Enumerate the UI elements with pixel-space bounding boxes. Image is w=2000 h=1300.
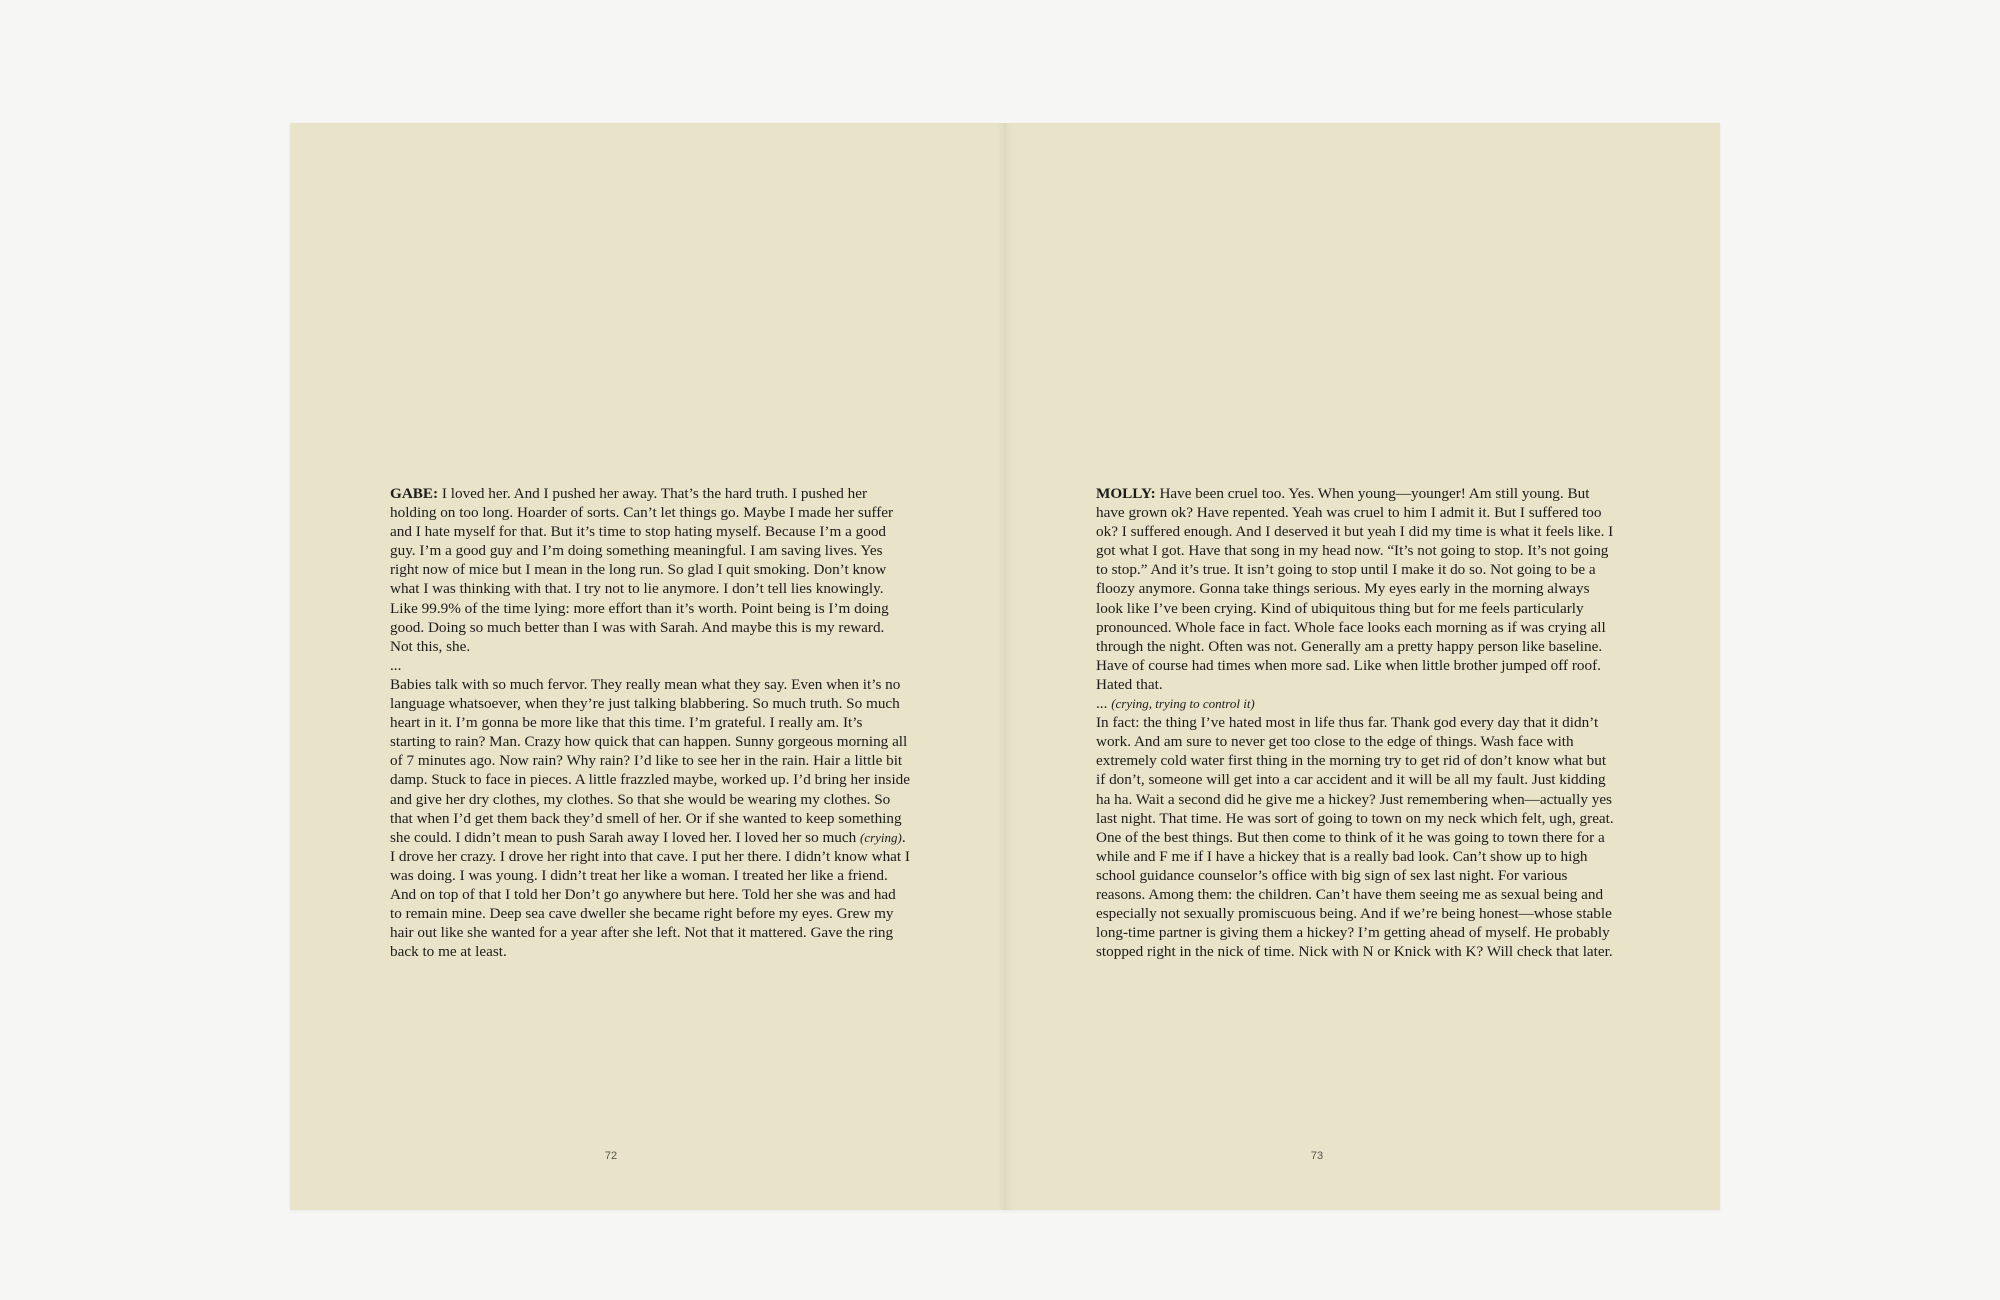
gabe-monologue-paragraph-2 xyxy=(390,675,910,961)
gabe-text-2b: . I drove her crazy. I drove her right into that cave. I put her there. I didn’t know what I was doing. I was young. I didn’t treat her like a woman. I treated her like a friend. And on top of that I told her Don’t go anywhere but here. Told her she was and had to remain mine. Deep sea cave dweller she became right before my eyes. Grew my hair out like she wanted for a year after she left. Not that it mattered. Gave the ring back to me at least. xyxy=(390,828,910,961)
left-page xyxy=(290,123,1005,1210)
speaker-molly: MOLLY: xyxy=(1096,485,1156,502)
stage-direction-crying: (crying) xyxy=(860,829,902,845)
gabe-text-2a: Babies talk with so much fervor. They really mean what they say. Even when it’s no language whatsoever, when they’re just talking blabbering. So much truth. So much heart in it. I’m gonna be more like that this time. I’m grateful. I really am. It’s starting to rain? Man. Crazy how quick that can happen. Sunny gorgeous morning all of 7 minutes ago. Now rain? Why rain? I’d like to see her in the rain. Hair a little bit damp. Stuck to face in pieces. A little frazzled maybe, worked up. I’d bring her inside and give her dry clothes, my clothes. So that she would be wearing my clothes. So that when I’d get them back they’d smell of her. Or if she wanted to keep something she could. I didn’t mean to push Sarah away I loved her. I loved her so much xyxy=(390,675,911,846)
molly-monologue-paragraph-2: In fact: the thing I’ve hated most in life thus far. Thank god every day that it didn’t work. And am sure to never get too close to the edge of things. Wash face with extremely cold water first thing in the morning try to get rid of don’t know what but if don’t, someone will get into a car accident and it will be all my fault. Just kidding ha ha. Wait a second did he give me a hickey? Just remembering when—actually yes last night. That time. He was sort of going to town on my neck which felt, ugh, great. One of the best things. But then come to think of it he was going to town there for a while and F me if I have a hickey that is a really bad look. Can’t show up to high school guidance counselor’s office with big sign of sex last night. For various reasons. Among them: the children. Can’t have them seeing me as sexual being and especially not sexually promiscuous being. And if we’re being honest—whose stable long-time partner is giving them a hickey? I’m getting ahead of myself. He probably stopped right in the nick of time. Nick with N or Knick with K? Will check that later. xyxy=(1096,714,1614,961)
right-ellipsis: ... xyxy=(1096,695,1108,713)
molly-monologue-paragraph-1 xyxy=(1096,484,1616,694)
speaker-gabe: GABE: xyxy=(390,485,439,502)
right-page xyxy=(1005,123,1720,1210)
right-stage-line xyxy=(1096,694,1616,713)
gabe-text-1: I loved her. And I pushed her away. That’s the hard truth. I pushed her holding on too long. Hoarder of sorts. Can’t let things go. Maybe I made her suffer and I hate myself for that. But it’s time to stop hating myself. Because I’m a good guy. I’m a good guy and I’m doing something meaningful. I am saving lives. Yes right now of mice but I mean in the long run. So glad I quit smoking. Don’t know what I was thinking with that. I try not to lie anymore. I don’t tell lies knowingly. Like 99.9% of the time lying: more effort than it’s worth. Point being is I’m doing good. Doing so much better than I was with Sarah. And maybe this is my reward. Not this, she. xyxy=(390,485,894,655)
gabe-monologue-paragraph-1 xyxy=(390,484,910,656)
page-number-right: 73 xyxy=(1310,1150,1324,1162)
molly-text-1: Have been cruel too. Yes. When young—younger! Am still young. But have grown ok? Have repented. Yeah was cruel to him I admit it. But I suffered too ok? I suffered enough. And I deserved it but yeah I did my time is what it feels like. I got what I got. Have that song in my head now. “It’s not going to stop. It’s not going to stop.” And it’s true. It isn’t going to stop until I make it do so. Not going to be a floozy anymore. Gonna take things serious. My eyes early in the morning always look like I’ve been crying. Kind of ubiquitous thing but for me feels particularly pronounced. Whole face in fact. Whole face looks each morning as if was crying all through the night. Often was not. Generally am a pretty happy person like baseline. Have of course had times when more sad. Like when little brother jumped off roof. Hated that. xyxy=(1096,485,1614,693)
left-page-text xyxy=(390,484,910,961)
stage-direction-crying-control: (crying, trying to control it) xyxy=(1111,696,1255,712)
page-number-left: 72 xyxy=(604,1150,618,1162)
right-page-text xyxy=(1096,484,1616,961)
book-spread xyxy=(290,123,1720,1210)
left-ellipsis: ... xyxy=(390,656,402,674)
